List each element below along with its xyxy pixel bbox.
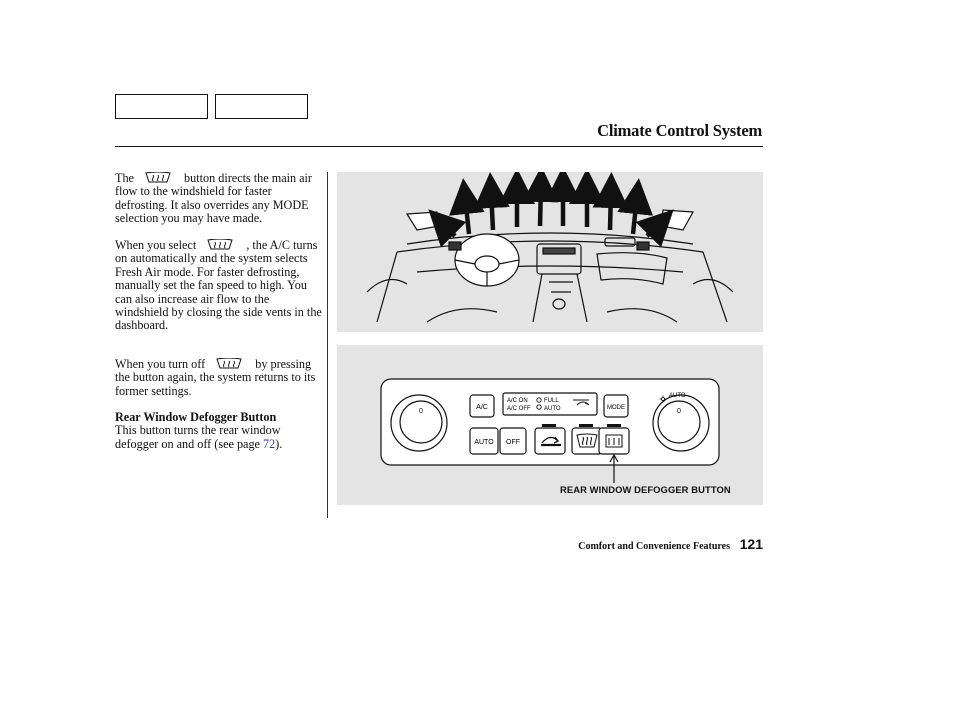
select-defrost-paragraph (115, 239, 325, 333)
footer-section-title: Comfort and Convenience Features (578, 541, 730, 552)
temperature-knob[interactable] (658, 401, 700, 443)
para3-before: When you turn off (115, 357, 206, 371)
nav-box-main-menu[interactable] (115, 94, 208, 119)
page-title: Climate Control System (597, 121, 762, 140)
page-72-link[interactable]: 72 (263, 436, 276, 451)
climate-control-panel-illustration (337, 345, 763, 505)
column-divider (327, 172, 328, 518)
para1-before: The (115, 171, 134, 185)
display-auto: AUTO (544, 406, 561, 412)
dashboard-airflow-illustration (337, 172, 763, 332)
recirculation-button[interactable] (535, 428, 565, 454)
rear-defogger-text-before: This button turns the rear window defogger on and off (see page (115, 423, 281, 451)
windshield-defrost-icon (207, 239, 233, 250)
para2-after: , the A/C turns on automatically and the system selects Fresh Air mode. For faster defrosting, manually set the fan speed to high. You can also increase air flow to the windshield by closing the side vents in the dashboard. (115, 238, 322, 333)
rear-defogger-text (115, 424, 325, 451)
windshield-defrost-icon (145, 172, 171, 183)
rear-defogger-text-after: ). (275, 436, 283, 451)
nav-box-index[interactable] (215, 94, 308, 119)
off-button[interactable]: OFF (506, 439, 520, 446)
para3-after: by pressing the button again, the system returns to its former settings. (115, 357, 316, 398)
dashboard-airflow-drawing (337, 172, 763, 332)
rear-defogger-section (115, 411, 325, 451)
display-ac-off: A/C OFF (507, 406, 531, 412)
windshield-defrost-icon (216, 358, 242, 369)
rear-defogger-heading: Rear Window Defogger Button (115, 410, 277, 424)
defrost-button[interactable] (572, 428, 599, 454)
auto-button[interactable]: AUTO (474, 439, 494, 446)
para2-before: When you select (115, 238, 197, 252)
fan-speed-knob[interactable] (400, 401, 442, 443)
turn-off-defrost-paragraph (115, 358, 325, 398)
control-panel-drawing (337, 345, 763, 505)
display-full: FULL (544, 398, 559, 404)
rear-defogger-callout: REAR WINDOW DEFOGGER BUTTON (560, 484, 731, 495)
display-ac-on: A/C ON (507, 398, 528, 404)
rear-defogger-button[interactable] (601, 428, 629, 454)
temp-knob-auto-label: AUTO (669, 393, 686, 399)
defrost-paragraph (115, 172, 325, 226)
para1-after: button directs the main air flow to the windshield for faster defrosting. It also overrides any MODE selection you may have made. (115, 171, 312, 226)
ac-button[interactable]: A/C (476, 404, 488, 411)
page-number: 121 (739, 536, 763, 552)
mode-button[interactable]: MODE (607, 405, 625, 411)
title-rule (115, 146, 763, 147)
